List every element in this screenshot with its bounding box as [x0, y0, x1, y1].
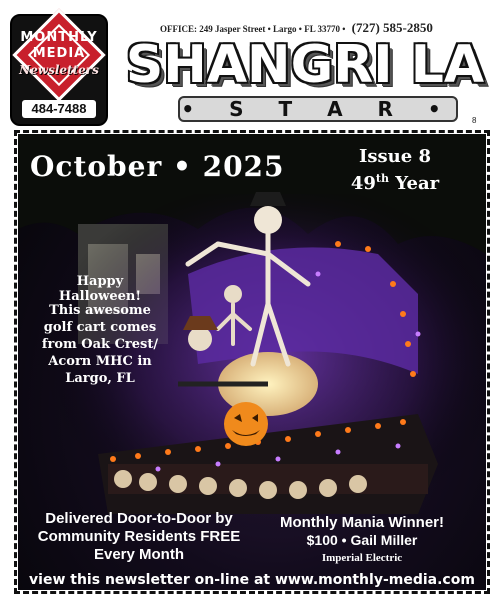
page-number: 8 — [472, 116, 477, 125]
winner-title: Monthly Mania Winner! — [279, 514, 445, 531]
masthead-title: SHANGRI LA — [125, 35, 485, 95]
masthead-star-banner: • S T A R • — [178, 96, 458, 122]
logo-line-newsletters: Newsletters — [19, 63, 99, 77]
issue-date: October • 2025 — [30, 150, 285, 183]
year-word: Year — [395, 173, 440, 194]
delivery-note: Delivered Door-to-Door by Community Residents FREE Every Month — [37, 510, 241, 563]
halloween-greeting: Happy Halloween! — [58, 274, 142, 304]
winner-name: • Gail Miller — [341, 532, 418, 548]
monthly-media-logo[interactable] — [10, 14, 108, 126]
office-address-line — [160, 20, 433, 36]
winner-amount: $100 — [306, 532, 338, 548]
logo-phone: 484-7488 — [22, 100, 96, 118]
issue-number-block — [330, 146, 460, 195]
office-phone: (727) 585-2850 — [351, 20, 433, 35]
issue-number: Issue 8 — [358, 146, 432, 167]
logo-line-monthly: MONTHLY — [20, 30, 98, 45]
photo-caption: This awesome golf cart comes from Oak Crest/ Acorn MHC in Largo, FL — [41, 303, 159, 386]
logo-line-media: MEDIA — [32, 46, 86, 61]
year-suffix: th — [375, 172, 389, 185]
year-number: 49 — [350, 173, 376, 194]
office-address: OFFICE: 249 Jasper Street • Largo • FL 33770 • — [160, 24, 346, 34]
publication-year — [330, 168, 460, 195]
winner-line — [262, 532, 462, 548]
website-link[interactable]: view this newsletter on-line at www.monthly-media.com — [29, 572, 475, 588]
winner-sponsor: Imperial Electric — [321, 552, 403, 564]
